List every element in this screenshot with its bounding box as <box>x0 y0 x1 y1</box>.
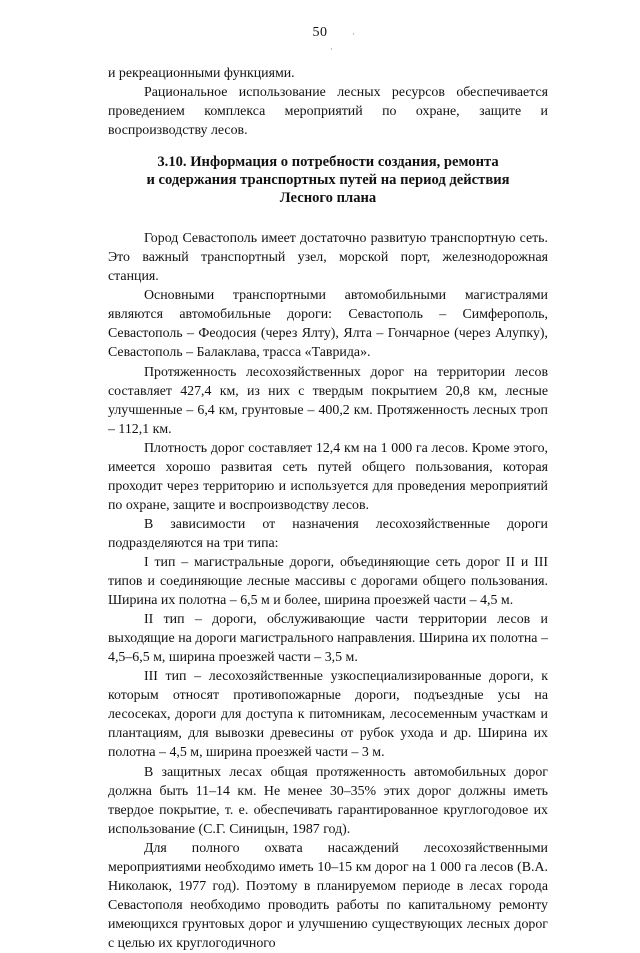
paragraph: Основными транспортными автомобильными магистралями являются автомобильные дороги: Севастополь – Симферополь, Севастополь – Феодосия (через Ялту), Ялта – Гончарное (через Алупку), Севастополь – Балаклава, трасса «Таврида». <box>108 288 548 361</box>
section-heading-line: 3.10. Информация о потребности создания, ремонта <box>157 154 499 171</box>
paragraph: Плотность дорог составляет 12,4 км на 1 000 га лесов. Кроме этого, имеется хорошо развитая сеть путей общего пользования, которая проходит через территорию и используется для проведения мероприятий по охране, защите и воспроизводству лесов. <box>108 440 548 513</box>
paragraph-continuation: и рекреационными функциями. <box>108 66 295 81</box>
paragraph: Рациональное использование лесных ресурсов обеспечивается проведением комплекса мероприятий по охране, защите и воспроизводству лесов. <box>108 85 548 139</box>
scan-speck: · <box>352 29 355 39</box>
paragraph: I тип – магистральные дороги, объединяющие сеть дорог II и III типов и соединяющие лесные массивы с дорогами общего пользования. Ширина их полотна – 6,5 м и более, ширина проезжей части – 4,5 м. <box>108 554 548 609</box>
section-heading-line: и содержания транспортных путей на период действия <box>146 172 510 189</box>
document-body <box>108 64 548 953</box>
section-heading-line: Лесного плана <box>279 190 377 207</box>
scan-speck: · <box>330 44 333 54</box>
paragraph: В зависимости от назначения лесохозяйственные дороги подразделяются на три типа: <box>108 516 548 551</box>
paragraph: II тип – дороги, обслуживающие части территории лесов и выходящие на дороги магистрального направления. Ширина их полотна – 4,5–6,5 м, ширина проезжей части – 3,5 м. <box>108 612 548 666</box>
paragraph: Для полного охвата насаждений лесохозяйственными мероприятиями необходимо иметь 10–15 км дорог на 1 000 га лесов (В.А. Николаюк, 1977 год). Поэтому в планируемом периоде в лесах города Севастополя необходимо проводить работы по капитальному ремонту имеющихся грунтовых дорог и улучшению существующих лесных дорог с целью их круглогодичного <box>108 840 548 951</box>
section-heading <box>108 153 548 207</box>
paragraph: В защитных лесах общая протяженность автомобильных дорог должна быть 11–14 км. Не менее 30–35% этих дорог должны иметь твердое покрытие, т. е. обеспечивать гарантированное круглогодовое их использование (С.Г. Синицын, 1987 год). <box>108 764 548 837</box>
page-number: 50 <box>312 25 328 40</box>
paragraph: Город Севастополь имеет достаточно развитую транспортную сеть. Это важный транспортный узел, морской порт, железнодорожная станция. <box>108 231 548 285</box>
paragraph: Протяженность лесохозяйственных дорог на территории лесов составляет 427,4 км, из них с твердым покрытием 20,8 км, лесные улучшенные – 6,4 км, грунтовые – 400,2 км. Протяженность лесных троп – 112,1 км. <box>108 364 548 437</box>
paragraph: III тип – лесохозяйственные узкоспециализированные дороги, к которым относят противопожарные дороги, подъездные усы на лесосеках, дороги для доступа к питомникам, лесосеменным участкам и плантациям, для вывозки древесины от рубок ухода и др. Ширина их полотна – 4,5 м, ширина проезжей части – 3 м. <box>108 669 548 761</box>
